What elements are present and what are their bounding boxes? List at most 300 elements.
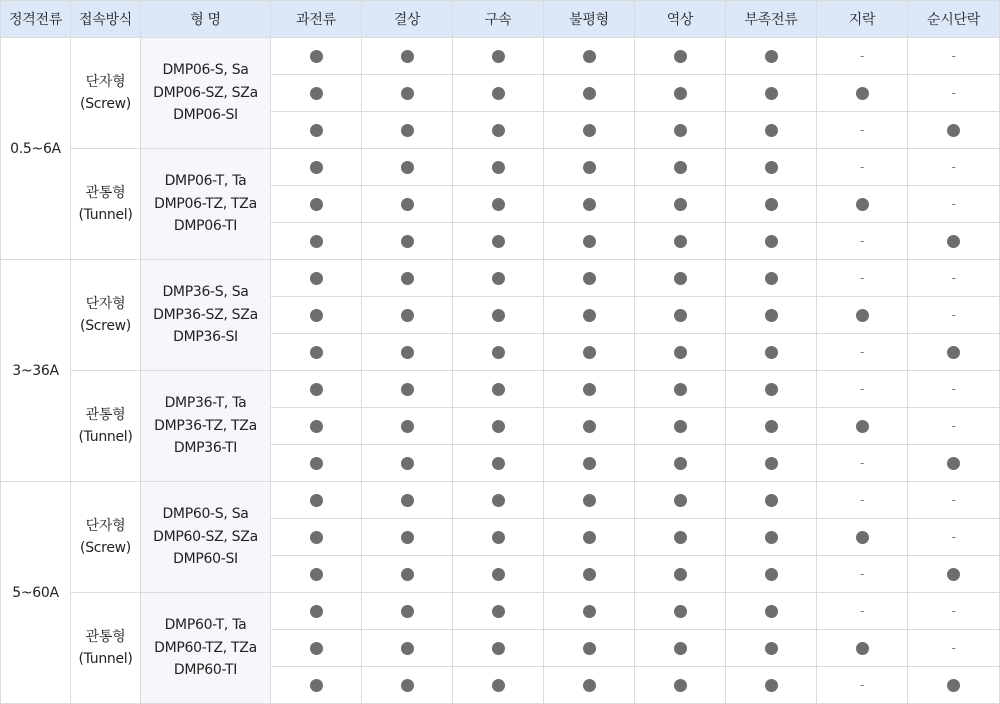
connection-method-line: 단자형 — [85, 517, 126, 534]
supported-dot-icon — [765, 420, 778, 433]
feature-cell — [544, 556, 635, 593]
feature-cell — [635, 371, 726, 408]
supported-dot-icon — [856, 309, 869, 322]
supported-dot-icon — [765, 309, 778, 322]
supported-dot-icon — [583, 568, 596, 581]
supported-dot-icon — [765, 272, 778, 285]
supported-dot-icon — [310, 50, 323, 63]
supported-dot-icon — [583, 272, 596, 285]
not-supported-dash: - — [951, 419, 956, 433]
feature-cell — [544, 75, 635, 112]
model-name-line: DMP06-SI — [173, 107, 238, 124]
connection-method-cell — [71, 371, 141, 482]
feature-cell — [635, 186, 726, 223]
not-supported-dash: - — [951, 604, 956, 618]
feature-cell — [271, 556, 362, 593]
supported-dot-icon — [583, 235, 596, 248]
not-supported-dash: - — [859, 123, 865, 137]
feature-cell — [544, 260, 635, 297]
not-supported-dash: - — [951, 86, 956, 100]
feature-cell — [635, 482, 726, 519]
model-name-line: DMP60-S, Sa — [162, 506, 249, 523]
header-ground-fault: 지락 — [817, 1, 908, 38]
not-supported-dash: - — [951, 641, 956, 655]
model-name-line: DMP36-TI — [173, 440, 238, 457]
connection-method-cell — [71, 482, 141, 593]
feature-cell — [817, 630, 908, 667]
supported-dot-icon — [492, 346, 505, 359]
feature-cell — [635, 593, 726, 630]
feature-cell — [635, 223, 726, 260]
feature-cell — [453, 223, 544, 260]
feature-cell — [453, 519, 544, 556]
supported-dot-icon — [583, 346, 596, 359]
supported-dot-icon — [674, 235, 687, 248]
rating-cell: 0.5~6A — [1, 38, 71, 260]
feature-cell — [362, 112, 453, 149]
connection-method-line: (Tunnel) — [78, 207, 133, 223]
not-supported-dash: - — [859, 234, 865, 248]
feature-cell — [817, 112, 908, 149]
supported-dot-icon — [401, 235, 414, 248]
connection-method-cell — [71, 149, 141, 260]
feature-cell — [271, 445, 362, 482]
not-supported-dash: - — [859, 456, 865, 470]
feature-cell — [908, 593, 1000, 630]
supported-dot-icon — [856, 420, 869, 433]
feature-cell — [362, 371, 453, 408]
supported-dot-icon — [583, 309, 596, 322]
supported-dot-icon — [401, 420, 414, 433]
feature-cell — [726, 38, 817, 75]
feature-cell — [362, 482, 453, 519]
feature-cell — [726, 75, 817, 112]
supported-dot-icon — [765, 605, 778, 618]
supported-dot-icon — [401, 679, 414, 692]
supported-dot-icon — [310, 346, 323, 359]
feature-cell — [362, 260, 453, 297]
supported-dot-icon — [583, 124, 596, 137]
connection-method-line: (Screw) — [80, 540, 131, 556]
feature-cell — [635, 75, 726, 112]
feature-cell — [817, 556, 908, 593]
not-supported-dash: - — [951, 493, 956, 507]
supported-dot-icon — [674, 124, 687, 137]
model-name-cell — [141, 38, 271, 149]
supported-dot-icon — [310, 383, 323, 396]
feature-cell — [726, 408, 817, 445]
feature-cell — [817, 371, 908, 408]
supported-dot-icon — [401, 124, 414, 137]
connection-method-line: (Tunnel) — [78, 651, 133, 667]
connection-method-cell — [71, 260, 141, 371]
feature-cell — [362, 519, 453, 556]
rating-cell: 5~60A — [1, 482, 71, 704]
feature-cell — [544, 408, 635, 445]
feature-cell — [271, 260, 362, 297]
feature-cell — [453, 186, 544, 223]
model-name-line: DMP06-SZ, SZa — [153, 84, 258, 101]
feature-cell — [726, 371, 817, 408]
not-supported-dash: - — [859, 567, 865, 581]
feature-cell — [726, 519, 817, 556]
feature-cell — [635, 556, 726, 593]
feature-cell — [817, 38, 908, 75]
supported-dot-icon — [401, 346, 414, 359]
supported-dot-icon — [492, 568, 505, 581]
supported-dot-icon — [674, 87, 687, 100]
supported-dot-icon — [674, 346, 687, 359]
feature-cell — [544, 334, 635, 371]
feature-cell — [362, 223, 453, 260]
supported-dot-icon — [401, 531, 414, 544]
not-supported-dash: - — [859, 271, 865, 285]
feature-cell — [908, 334, 1000, 371]
feature-cell — [726, 445, 817, 482]
supported-dot-icon — [856, 198, 869, 211]
supported-dot-icon — [583, 494, 596, 507]
supported-dot-icon — [401, 457, 414, 470]
supported-dot-icon — [583, 198, 596, 211]
supported-dot-icon — [310, 161, 323, 174]
feature-cell — [271, 334, 362, 371]
feature-cell — [817, 445, 908, 482]
feature-cell — [271, 630, 362, 667]
feature-cell — [635, 38, 726, 75]
header-locked-rotor: 구속 — [453, 1, 544, 38]
feature-cell — [544, 445, 635, 482]
feature-cell — [817, 223, 908, 260]
model-name-line: DMP36-S, Sa — [162, 284, 249, 301]
feature-cell — [453, 334, 544, 371]
supported-dot-icon — [947, 679, 960, 692]
not-supported-dash: - — [859, 493, 865, 507]
feature-cell — [362, 297, 453, 334]
model-name-line: DMP60-T, Ta — [164, 617, 247, 634]
connection-method-line: 관통형 — [85, 628, 126, 645]
feature-cell — [453, 556, 544, 593]
supported-dot-icon — [310, 198, 323, 211]
not-supported-dash: - — [859, 160, 865, 174]
supported-dot-icon — [765, 161, 778, 174]
not-supported-dash: - — [859, 678, 865, 692]
model-name-line: DMP36-SZ, SZa — [153, 306, 258, 323]
not-supported-dash: - — [951, 271, 956, 285]
model-name-line: DMP60-SI — [173, 551, 238, 568]
feature-cell — [817, 334, 908, 371]
supported-dot-icon — [583, 420, 596, 433]
model-name-line: DMP60-TI — [173, 662, 238, 679]
supported-dot-icon — [492, 87, 505, 100]
model-name-line: DMP06-T, Ta — [164, 173, 247, 190]
feature-cell — [362, 38, 453, 75]
feature-cell — [908, 630, 1000, 667]
feature-cell — [635, 408, 726, 445]
feature-cell — [726, 297, 817, 334]
feature-cell — [453, 260, 544, 297]
model-name-cell — [141, 482, 271, 593]
header-connection-method: 접속방식 — [71, 1, 141, 38]
table-row — [1, 371, 1000, 408]
model-name-line: DMP06-TI — [173, 218, 238, 235]
supported-dot-icon — [310, 420, 323, 433]
feature-cell — [453, 112, 544, 149]
table-body — [1, 38, 1000, 704]
feature-cell — [453, 445, 544, 482]
supported-dot-icon — [492, 272, 505, 285]
header-row — [1, 1, 1000, 38]
supported-dot-icon — [583, 383, 596, 396]
supported-dot-icon — [674, 531, 687, 544]
feature-cell — [362, 556, 453, 593]
model-name-line: DMP06-TZ, TZa — [154, 195, 257, 212]
supported-dot-icon — [765, 531, 778, 544]
feature-cell — [271, 519, 362, 556]
feature-cell — [908, 556, 1000, 593]
table-row — [1, 149, 1000, 186]
supported-dot-icon — [674, 383, 687, 396]
feature-cell — [453, 371, 544, 408]
supported-dot-icon — [310, 605, 323, 618]
feature-cell — [726, 556, 817, 593]
feature-cell — [362, 593, 453, 630]
feature-cell — [908, 223, 1000, 260]
feature-cell — [635, 112, 726, 149]
feature-cell — [726, 186, 817, 223]
supported-dot-icon — [674, 272, 687, 285]
supported-dot-icon — [310, 124, 323, 137]
model-name-cell — [141, 149, 271, 260]
table-row — [1, 593, 1000, 630]
supported-dot-icon — [856, 642, 869, 655]
supported-dot-icon — [310, 568, 323, 581]
supported-dot-icon — [674, 161, 687, 174]
feature-cell — [271, 75, 362, 112]
supported-dot-icon — [492, 309, 505, 322]
supported-dot-icon — [310, 642, 323, 655]
supported-dot-icon — [765, 50, 778, 63]
header-rating: 정격전류 — [1, 1, 71, 38]
supported-dot-icon — [765, 124, 778, 137]
feature-cell — [726, 260, 817, 297]
model-name-line: DMP36-SI — [173, 329, 238, 346]
supported-dot-icon — [492, 494, 505, 507]
feature-cell — [817, 408, 908, 445]
rating-cell: 3~36A — [1, 260, 71, 482]
connection-method-cell — [71, 38, 141, 149]
supported-dot-icon — [492, 642, 505, 655]
not-supported-dash: - — [859, 604, 865, 618]
supported-dot-icon — [674, 568, 687, 581]
feature-cell — [544, 630, 635, 667]
not-supported-dash: - — [951, 160, 956, 174]
supported-dot-icon — [674, 457, 687, 470]
feature-cell — [635, 630, 726, 667]
supported-dot-icon — [765, 494, 778, 507]
feature-cell — [908, 445, 1000, 482]
feature-cell — [271, 408, 362, 445]
feature-cell — [817, 75, 908, 112]
feature-cell — [908, 297, 1000, 334]
feature-cell — [817, 186, 908, 223]
not-supported-dash: - — [951, 308, 956, 322]
supported-dot-icon — [856, 87, 869, 100]
feature-cell — [271, 371, 362, 408]
supported-dot-icon — [492, 457, 505, 470]
feature-cell — [635, 260, 726, 297]
connection-method-line: 관통형 — [85, 406, 126, 423]
supported-dot-icon — [674, 642, 687, 655]
feature-cell — [362, 186, 453, 223]
feature-cell — [544, 223, 635, 260]
feature-cell — [271, 482, 362, 519]
header-unbalance: 불평형 — [544, 1, 635, 38]
feature-cell — [271, 297, 362, 334]
supported-dot-icon — [492, 679, 505, 692]
supported-dot-icon — [492, 161, 505, 174]
feature-cell — [544, 186, 635, 223]
feature-cell — [908, 112, 1000, 149]
model-name-line: DMP06-S, Sa — [162, 62, 249, 79]
supported-dot-icon — [492, 124, 505, 137]
supported-dot-icon — [947, 568, 960, 581]
feature-cell — [362, 408, 453, 445]
feature-cell — [726, 667, 817, 704]
supported-dot-icon — [492, 531, 505, 544]
feature-cell — [635, 149, 726, 186]
feature-cell — [908, 667, 1000, 704]
supported-dot-icon — [674, 679, 687, 692]
supported-dot-icon — [583, 161, 596, 174]
feature-cell — [362, 149, 453, 186]
supported-dot-icon — [947, 457, 960, 470]
feature-cell — [544, 38, 635, 75]
model-name-cell — [141, 371, 271, 482]
header-phase-loss: 결상 — [362, 1, 453, 38]
supported-dot-icon — [401, 642, 414, 655]
supported-dot-icon — [765, 198, 778, 211]
feature-cell — [817, 667, 908, 704]
supported-dot-icon — [765, 235, 778, 248]
supported-dot-icon — [310, 457, 323, 470]
not-supported-dash: - — [859, 345, 865, 359]
feature-cell — [908, 482, 1000, 519]
feature-cell — [362, 630, 453, 667]
feature-cell — [271, 593, 362, 630]
supported-dot-icon — [583, 50, 596, 63]
feature-cell — [271, 149, 362, 186]
supported-dot-icon — [401, 87, 414, 100]
feature-cell — [453, 593, 544, 630]
feature-cell — [453, 75, 544, 112]
feature-cell — [453, 667, 544, 704]
supported-dot-icon — [674, 309, 687, 322]
header-short-circuit: 순시단락 — [908, 1, 1000, 38]
supported-dot-icon — [492, 605, 505, 618]
feature-cell — [271, 223, 362, 260]
feature-cell — [362, 334, 453, 371]
supported-dot-icon — [492, 420, 505, 433]
table-header — [1, 1, 1000, 38]
feature-cell — [635, 334, 726, 371]
not-supported-dash: - — [951, 197, 956, 211]
feature-cell — [544, 112, 635, 149]
feature-cell — [544, 667, 635, 704]
feature-cell — [817, 482, 908, 519]
feature-cell — [544, 593, 635, 630]
supported-dot-icon — [674, 50, 687, 63]
feature-cell — [544, 519, 635, 556]
supported-dot-icon — [674, 420, 687, 433]
feature-cell — [544, 371, 635, 408]
feature-cell — [453, 482, 544, 519]
not-supported-dash: - — [951, 530, 956, 544]
feature-cell — [908, 260, 1000, 297]
feature-cell — [908, 408, 1000, 445]
model-name-cell — [141, 260, 271, 371]
supported-dot-icon — [401, 198, 414, 211]
supported-dot-icon — [310, 272, 323, 285]
supported-dot-icon — [674, 494, 687, 507]
supported-dot-icon — [947, 235, 960, 248]
supported-dot-icon — [310, 235, 323, 248]
feature-cell — [635, 667, 726, 704]
feature-cell — [271, 186, 362, 223]
feature-cell — [726, 334, 817, 371]
supported-dot-icon — [401, 568, 414, 581]
supported-dot-icon — [947, 124, 960, 137]
feature-cell — [544, 482, 635, 519]
supported-dot-icon — [401, 309, 414, 322]
feature-cell — [544, 149, 635, 186]
supported-dot-icon — [583, 457, 596, 470]
feature-cell — [817, 593, 908, 630]
not-supported-dash: - — [859, 49, 865, 63]
table-row — [1, 260, 1000, 297]
feature-cell — [908, 371, 1000, 408]
feature-cell — [635, 445, 726, 482]
supported-dot-icon — [674, 198, 687, 211]
feature-cell — [908, 149, 1000, 186]
supported-dot-icon — [401, 50, 414, 63]
feature-cell — [362, 445, 453, 482]
not-supported-dash: - — [951, 49, 956, 63]
feature-cell — [635, 297, 726, 334]
feature-cell — [635, 519, 726, 556]
feature-cell — [362, 75, 453, 112]
model-name-line: DMP36-TZ, TZa — [154, 417, 257, 434]
supported-dot-icon — [583, 642, 596, 655]
model-name-line: DMP60-SZ, SZa — [153, 528, 258, 545]
model-name-line: DMP60-TZ, TZa — [154, 639, 257, 656]
supported-dot-icon — [583, 531, 596, 544]
supported-dot-icon — [583, 679, 596, 692]
supported-dot-icon — [765, 679, 778, 692]
feature-cell — [908, 75, 1000, 112]
feature-cell — [453, 149, 544, 186]
feature-cell — [726, 630, 817, 667]
not-supported-dash: - — [859, 382, 865, 396]
feature-cell — [726, 112, 817, 149]
feature-cell — [271, 112, 362, 149]
supported-dot-icon — [401, 605, 414, 618]
feature-cell — [817, 260, 908, 297]
feature-cell — [453, 408, 544, 445]
feature-cell — [908, 38, 1000, 75]
header-overcurrent: 과전류 — [271, 1, 362, 38]
supported-dot-icon — [310, 531, 323, 544]
supported-dot-icon — [310, 87, 323, 100]
